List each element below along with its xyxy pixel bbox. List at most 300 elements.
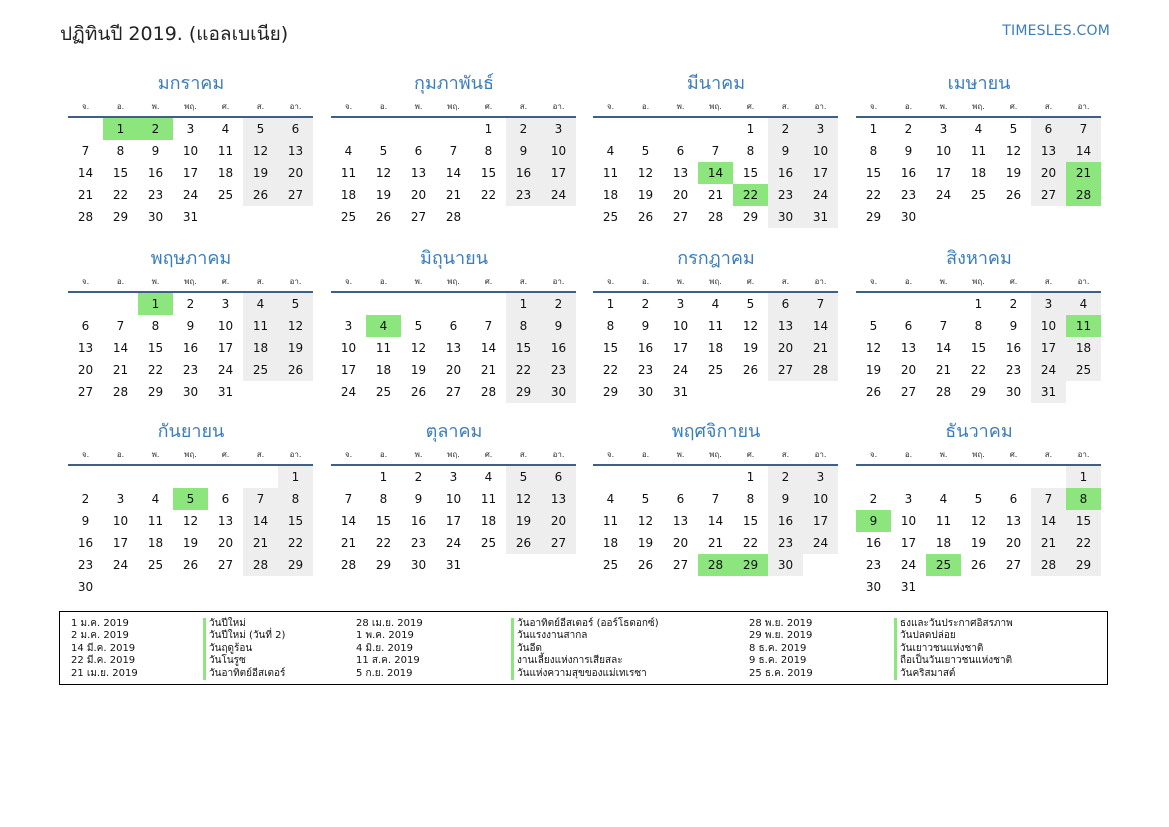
day-cell: 11 bbox=[1066, 315, 1101, 337]
week-row bbox=[856, 140, 1102, 162]
day-cell: 7 bbox=[1066, 118, 1101, 140]
day-cell: 14 bbox=[1066, 140, 1101, 162]
weekday-label: ส. bbox=[256, 277, 265, 286]
week-row bbox=[856, 554, 1102, 576]
day-cell: 30 bbox=[865, 580, 882, 594]
holiday-name: วันปีใหม่ (วันที่ 2) bbox=[203, 630, 285, 642]
day-cell: 20 bbox=[217, 536, 234, 550]
day-cell: 28 bbox=[340, 558, 357, 572]
day-cell: 30 bbox=[77, 580, 94, 594]
day-cell bbox=[208, 576, 243, 598]
weekday-label: อา. bbox=[289, 102, 302, 111]
day-cell: 16 bbox=[506, 162, 541, 184]
day-cell: 20 bbox=[541, 510, 576, 532]
day-cell: 30 bbox=[768, 554, 803, 576]
weekday-label: อ. bbox=[116, 102, 125, 111]
weekday-label: พ. bbox=[151, 277, 160, 286]
month-calendar bbox=[331, 246, 577, 403]
holiday-date: 4 มิ.ย. 2019 bbox=[356, 642, 413, 654]
day-cell: 6 bbox=[81, 319, 90, 333]
day-cell: 6 bbox=[278, 118, 313, 140]
day-cell: 12 bbox=[637, 166, 654, 180]
weekday-header bbox=[593, 446, 839, 464]
month-name: มิถุนายน bbox=[419, 248, 489, 269]
day-cell: 14 bbox=[112, 341, 129, 355]
day-cell bbox=[103, 466, 138, 488]
day-cell: 2 bbox=[541, 293, 576, 315]
day-cell: 19 bbox=[410, 363, 427, 377]
day-cell: 19 bbox=[506, 510, 541, 532]
day-cell bbox=[173, 466, 208, 488]
day-cell bbox=[803, 554, 838, 576]
brand-link[interactable]: TIMESLES.COM bbox=[1002, 23, 1110, 39]
week-row bbox=[593, 184, 839, 206]
day-cell: 2 bbox=[641, 297, 650, 311]
week-row bbox=[68, 381, 314, 403]
day-cell: 21 bbox=[340, 536, 357, 550]
day-cell: 10 bbox=[217, 319, 234, 333]
day-cell: 21 bbox=[445, 188, 462, 202]
day-cell: 26 bbox=[637, 210, 654, 224]
day-cell: 3 bbox=[541, 118, 576, 140]
day-cell: 23 bbox=[1005, 363, 1022, 377]
day-cell: 9 bbox=[186, 319, 195, 333]
day-cell: 29 bbox=[506, 381, 541, 403]
week-row bbox=[331, 184, 577, 206]
holiday-date: 1 ม.ค. 2019 bbox=[71, 618, 129, 629]
day-cell bbox=[243, 466, 278, 488]
day-cell: 5 bbox=[1009, 122, 1018, 136]
week-row bbox=[68, 488, 314, 510]
weekday-label: พ. bbox=[676, 102, 685, 111]
day-cell: 18 bbox=[1066, 337, 1101, 359]
day-cell bbox=[628, 466, 663, 488]
weekday-label: พฤ. bbox=[972, 102, 985, 111]
month-name: มกราคม bbox=[157, 73, 225, 94]
day-cell: 29 bbox=[1066, 554, 1101, 576]
day-cell bbox=[68, 466, 103, 488]
week-row bbox=[593, 554, 839, 576]
day-cell: 7 bbox=[803, 293, 838, 315]
day-cell: 6 bbox=[676, 144, 685, 158]
day-cell: 1 bbox=[974, 297, 983, 311]
day-cell: 30 bbox=[410, 558, 427, 572]
day-cell bbox=[768, 381, 803, 403]
day-cell bbox=[961, 206, 996, 228]
day-cell: 28 bbox=[698, 554, 733, 576]
day-cell bbox=[628, 118, 663, 140]
day-cell: 17 bbox=[182, 166, 199, 180]
day-cell: 18 bbox=[147, 536, 164, 550]
month-calendar bbox=[856, 246, 1102, 403]
day-cell: 24 bbox=[112, 558, 129, 572]
day-cell: 17 bbox=[1031, 337, 1066, 359]
day-cell: 15 bbox=[375, 514, 392, 528]
day-cell: 7 bbox=[711, 492, 720, 506]
day-cell: 23 bbox=[182, 363, 199, 377]
week-row bbox=[68, 162, 314, 184]
month-name: มีนาคม bbox=[686, 73, 746, 94]
day-cell: 15 bbox=[480, 166, 497, 180]
weekday-label: พ. bbox=[939, 450, 948, 459]
day-cell: 14 bbox=[445, 166, 462, 180]
weekday-label: ส. bbox=[1044, 277, 1053, 286]
day-cell: 17 bbox=[672, 341, 689, 355]
day-cell: 8 bbox=[606, 319, 615, 333]
day-cell bbox=[278, 576, 313, 598]
day-cell: 8 bbox=[379, 492, 388, 506]
day-cell: 13 bbox=[1005, 514, 1022, 528]
weekday-label: ศ. bbox=[1009, 450, 1018, 459]
weekday-label: อา. bbox=[289, 450, 302, 459]
holiday-date-column bbox=[71, 618, 138, 680]
day-cell: 13 bbox=[541, 488, 576, 510]
day-cell: 4 bbox=[711, 297, 720, 311]
day-cell: 11 bbox=[217, 144, 234, 158]
day-cell: 20 bbox=[900, 363, 917, 377]
weekday-label: ส. bbox=[519, 102, 528, 111]
day-cell: 2 bbox=[768, 466, 803, 488]
day-cell: 10 bbox=[803, 140, 838, 162]
holiday-name: วันอีด bbox=[511, 643, 659, 655]
day-cell: 15 bbox=[112, 166, 129, 180]
day-cell: 8 bbox=[974, 319, 983, 333]
day-cell: 30 bbox=[147, 210, 164, 224]
day-cell: 8 bbox=[278, 488, 313, 510]
holiday-date: 5 ก.ย. 2019 bbox=[356, 667, 413, 679]
day-cell bbox=[996, 206, 1031, 228]
week-row bbox=[331, 554, 577, 576]
day-cell: 21 bbox=[243, 532, 278, 554]
day-cell: 16 bbox=[541, 337, 576, 359]
day-cell: 13 bbox=[1031, 140, 1066, 162]
day-cell: 27 bbox=[541, 532, 576, 554]
day-cell: 24 bbox=[182, 188, 199, 202]
day-cell: 4 bbox=[344, 144, 353, 158]
week-row bbox=[856, 184, 1102, 206]
day-cell: 12 bbox=[278, 315, 313, 337]
day-cell: 17 bbox=[803, 510, 838, 532]
day-cell: 16 bbox=[768, 162, 803, 184]
day-cell: 21 bbox=[480, 363, 497, 377]
day-cell: 21 bbox=[935, 363, 952, 377]
week-row bbox=[593, 293, 839, 315]
weekday-label: อ. bbox=[904, 277, 913, 286]
day-cell: 7 bbox=[344, 492, 353, 506]
week-row bbox=[331, 488, 577, 510]
day-cell bbox=[1066, 576, 1101, 598]
day-cell bbox=[996, 576, 1031, 598]
day-cell: 18 bbox=[340, 188, 357, 202]
day-cell: 2 bbox=[186, 297, 195, 311]
day-cell bbox=[926, 293, 961, 315]
weekday-label: อา. bbox=[552, 277, 565, 286]
day-cell: 6 bbox=[541, 466, 576, 488]
week-row bbox=[593, 118, 839, 140]
weekday-header bbox=[331, 98, 577, 116]
day-cell bbox=[278, 206, 313, 228]
weekday-label: จ. bbox=[81, 102, 90, 111]
weekday-label: ส. bbox=[781, 102, 790, 111]
weekday-label: จ. bbox=[81, 450, 90, 459]
day-cell: 29 bbox=[147, 385, 164, 399]
holiday-date: 28 เม.ย. 2019 bbox=[356, 618, 423, 629]
day-cell: 25 bbox=[243, 359, 278, 381]
day-cell: 26 bbox=[970, 558, 987, 572]
weekday-label: ศ. bbox=[221, 450, 230, 459]
month-calendar bbox=[856, 419, 1102, 598]
day-cell: 19 bbox=[278, 337, 313, 359]
holiday-name: วันแห่งความสุขของแม่เทเรซา bbox=[511, 668, 659, 680]
weekday-label: พ. bbox=[414, 450, 423, 459]
day-cell: 18 bbox=[707, 341, 724, 355]
weekday-label: จ. bbox=[606, 450, 615, 459]
week-row bbox=[593, 315, 839, 337]
day-cell: 22 bbox=[733, 184, 768, 206]
week-row bbox=[856, 162, 1102, 184]
weekday-label: พฤ. bbox=[972, 450, 985, 459]
day-cell: 1 bbox=[103, 118, 138, 140]
day-cell: 17 bbox=[445, 514, 462, 528]
day-cell: 1 bbox=[606, 297, 615, 311]
day-cell bbox=[541, 206, 576, 228]
day-cell: 5 bbox=[641, 492, 650, 506]
day-cell: 15 bbox=[742, 166, 759, 180]
day-cell: 5 bbox=[869, 319, 878, 333]
weekday-label: ส. bbox=[1044, 450, 1053, 459]
day-cell: 16 bbox=[77, 536, 94, 550]
day-cell: 31 bbox=[803, 206, 838, 228]
holiday-date: 29 พ.ย. 2019 bbox=[749, 630, 813, 642]
day-cell: 29 bbox=[742, 210, 759, 224]
day-cell: 1 bbox=[746, 122, 755, 136]
month-calendar bbox=[331, 419, 577, 576]
week-row bbox=[856, 118, 1102, 140]
day-cell: 11 bbox=[970, 144, 987, 158]
day-cell: 18 bbox=[935, 536, 952, 550]
month-name: พฤษภาคม bbox=[150, 248, 232, 269]
day-cell: 12 bbox=[182, 514, 199, 528]
day-cell: 20 bbox=[1031, 162, 1066, 184]
day-cell: 19 bbox=[1005, 166, 1022, 180]
month-calendar bbox=[593, 419, 839, 576]
day-cell: 23 bbox=[865, 558, 882, 572]
holiday-date-column bbox=[749, 618, 813, 680]
day-cell: 18 bbox=[375, 363, 392, 377]
day-cell: 23 bbox=[637, 363, 654, 377]
holiday-date: 9 ธ.ค. 2019 bbox=[749, 655, 807, 667]
holiday-name: วันคริสมาสต์ bbox=[894, 668, 1013, 680]
day-cell bbox=[68, 118, 103, 140]
month-calendar bbox=[593, 71, 839, 228]
day-cell bbox=[138, 576, 173, 598]
day-cell: 3 bbox=[221, 297, 230, 311]
day-cell: 24 bbox=[217, 363, 234, 377]
day-cell: 26 bbox=[182, 558, 199, 572]
holiday-date: 25 ธ.ค. 2019 bbox=[749, 667, 813, 679]
day-cell: 12 bbox=[637, 514, 654, 528]
day-cell: 30 bbox=[182, 385, 199, 399]
day-cell: 12 bbox=[410, 341, 427, 355]
week-row bbox=[856, 381, 1102, 403]
day-cell: 2 bbox=[869, 492, 878, 506]
day-cell: 11 bbox=[147, 514, 164, 528]
week-row bbox=[331, 510, 577, 532]
day-cell: 9 bbox=[541, 315, 576, 337]
weekday-label: พ. bbox=[939, 277, 948, 286]
day-cell: 17 bbox=[541, 162, 576, 184]
day-cell: 22 bbox=[278, 532, 313, 554]
day-cell: 12 bbox=[865, 341, 882, 355]
day-cell: 17 bbox=[340, 363, 357, 377]
day-cell: 6 bbox=[676, 492, 685, 506]
month-calendar bbox=[68, 246, 314, 403]
weekday-label: พ. bbox=[676, 277, 685, 286]
page-title: ปฏิทินปี 2019. (แอลเบเนีย) bbox=[60, 23, 289, 45]
week-row bbox=[68, 206, 314, 228]
day-cell: 15 bbox=[742, 514, 759, 528]
holiday-name: วันแรงงานสากล bbox=[511, 630, 659, 642]
week-row bbox=[68, 466, 314, 488]
week-row bbox=[331, 162, 577, 184]
weekday-label: ส. bbox=[256, 102, 265, 111]
weekday-label: พฤ. bbox=[709, 277, 722, 286]
day-cell: 3 bbox=[116, 492, 125, 506]
day-cell: 18 bbox=[602, 188, 619, 202]
day-cell: 19 bbox=[970, 536, 987, 550]
week-row bbox=[68, 510, 314, 532]
day-cell: 16 bbox=[182, 341, 199, 355]
day-cell bbox=[103, 576, 138, 598]
day-cell: 3 bbox=[186, 122, 195, 136]
weekday-header bbox=[856, 446, 1102, 464]
week-row bbox=[856, 337, 1102, 359]
day-cell: 8 bbox=[116, 144, 125, 158]
day-cell: 10 bbox=[803, 488, 838, 510]
day-cell: 31 bbox=[182, 210, 199, 224]
weekday-label: อ. bbox=[379, 277, 388, 286]
day-cell: 4 bbox=[606, 144, 615, 158]
day-cell: 4 bbox=[1066, 293, 1101, 315]
day-cell: 15 bbox=[147, 341, 164, 355]
week-row bbox=[856, 510, 1102, 532]
day-cell: 14 bbox=[480, 341, 497, 355]
day-cell bbox=[471, 206, 506, 228]
day-cell: 3 bbox=[939, 122, 948, 136]
day-cell: 29 bbox=[602, 385, 619, 399]
week-row bbox=[856, 532, 1102, 554]
day-cell: 7 bbox=[711, 144, 720, 158]
day-cell: 30 bbox=[637, 385, 654, 399]
weekday-label: อา. bbox=[552, 102, 565, 111]
day-cell: 16 bbox=[410, 514, 427, 528]
day-cell: 31 bbox=[217, 385, 234, 399]
day-cell: 29 bbox=[375, 558, 392, 572]
day-cell: 25 bbox=[147, 558, 164, 572]
weekday-label: อ. bbox=[379, 450, 388, 459]
day-cell: 6 bbox=[768, 293, 803, 315]
weekday-label: จ. bbox=[869, 277, 878, 286]
holiday-date: 8 ธ.ค. 2019 bbox=[749, 642, 807, 654]
day-cell bbox=[471, 293, 506, 315]
day-cell: 29 bbox=[865, 210, 882, 224]
holiday-name: วันเยาวชนแห่งชาติ bbox=[894, 643, 1013, 655]
day-cell bbox=[1031, 466, 1066, 488]
day-cell: 29 bbox=[733, 554, 768, 576]
day-cell: 10 bbox=[182, 144, 199, 158]
day-cell: 10 bbox=[935, 144, 952, 158]
weekday-label: ศ. bbox=[746, 450, 755, 459]
weekday-label: อา. bbox=[289, 277, 302, 286]
day-cell: 3 bbox=[344, 319, 353, 333]
day-cell: 9 bbox=[768, 140, 803, 162]
week-row bbox=[68, 576, 314, 598]
holiday-name: งานเลี้ยงแห่งการเสียสละ bbox=[511, 655, 659, 667]
weekday-label: ศ. bbox=[1009, 277, 1018, 286]
week-row bbox=[68, 140, 314, 162]
day-cell: 5 bbox=[641, 144, 650, 158]
day-cell: 9 bbox=[506, 140, 541, 162]
day-cell: 27 bbox=[900, 385, 917, 399]
day-cell bbox=[926, 576, 961, 598]
day-cell: 1 bbox=[506, 293, 541, 315]
day-cell: 25 bbox=[1066, 359, 1101, 381]
day-cell: 21 bbox=[1031, 532, 1066, 554]
day-cell bbox=[663, 466, 698, 488]
day-cell: 23 bbox=[77, 558, 94, 572]
week-row bbox=[331, 206, 577, 228]
day-cell: 26 bbox=[742, 363, 759, 377]
day-cell: 2 bbox=[81, 492, 90, 506]
month-calendar bbox=[68, 419, 314, 598]
holiday-name: ถือเป็นวันเยาวชนแห่งชาติ bbox=[894, 655, 1013, 667]
weekday-label: อา. bbox=[1077, 450, 1090, 459]
day-cell bbox=[733, 381, 768, 403]
weekday-label: พ. bbox=[151, 450, 160, 459]
day-cell: 10 bbox=[1031, 315, 1066, 337]
day-cell: 26 bbox=[865, 385, 882, 399]
day-cell: 22 bbox=[480, 188, 497, 202]
day-cell: 7 bbox=[116, 319, 125, 333]
day-cell: 5 bbox=[379, 144, 388, 158]
day-cell: 4 bbox=[484, 470, 493, 484]
day-cell: 7 bbox=[1031, 488, 1066, 510]
holiday-date: 1 พ.ค. 2019 bbox=[356, 630, 414, 642]
day-cell: 7 bbox=[243, 488, 278, 510]
weekday-label: พฤ. bbox=[709, 450, 722, 459]
day-cell: 7 bbox=[484, 319, 493, 333]
month-calendar bbox=[593, 246, 839, 403]
week-row bbox=[331, 381, 577, 403]
day-cell: 8 bbox=[1066, 488, 1101, 510]
day-cell bbox=[138, 466, 173, 488]
day-cell bbox=[366, 118, 401, 140]
day-cell bbox=[243, 381, 278, 403]
day-cell: 9 bbox=[856, 510, 891, 532]
day-cell: 18 bbox=[217, 166, 234, 180]
day-cell: 28 bbox=[935, 385, 952, 399]
day-cell: 14 bbox=[698, 162, 733, 184]
day-cell: 6 bbox=[221, 492, 230, 506]
month-calendar bbox=[856, 71, 1102, 228]
day-cell: 21 bbox=[707, 536, 724, 550]
day-cell: 18 bbox=[243, 337, 278, 359]
day-cell: 1 bbox=[484, 122, 493, 136]
day-cell: 23 bbox=[768, 532, 803, 554]
day-cell: 17 bbox=[217, 341, 234, 355]
day-cell: 14 bbox=[77, 166, 94, 180]
day-cell: 4 bbox=[606, 492, 615, 506]
